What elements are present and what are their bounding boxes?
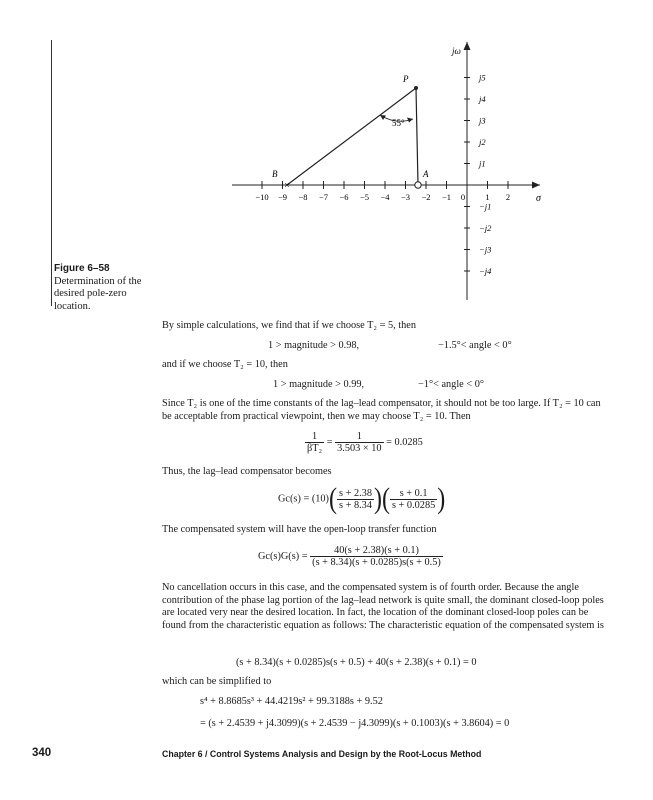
eq1-angle: −1.5°< angle < 0° [438, 340, 512, 351]
eq5-den: (s + 8.34)(s + 0.0285)s(s + 0.5) [312, 557, 441, 568]
pole-B-marker: × [284, 180, 290, 192]
para-2: and if we choose T₂ = 10, then [162, 359, 288, 370]
eq6: (s + 8.34)(s + 0.0285)s(s + 0.5) + 40(s + 2.38)(s + 0.1) = 0 [236, 657, 477, 668]
x-tick-label: −5 [359, 192, 370, 202]
y-axis-ticks [464, 73, 492, 277]
x-tick-label: 2 [505, 192, 511, 202]
eq4-num2: s + 0.1 [390, 488, 437, 500]
x-axis-ticks [255, 181, 510, 202]
y-tick-label: j4 [479, 94, 486, 104]
x-tick-label: 1 [485, 192, 490, 202]
x-tick-label: −1 [441, 192, 452, 202]
para-5: The compensated system will have the open-loop transfer function [162, 524, 437, 535]
point-A-label: A [423, 169, 429, 179]
eq1-magnitude: 1 > magnitude > 0.98, [268, 340, 360, 351]
para-3: Since T₂ is one of the time constants of the lag–lead compensator, it should not be too large. If T₂ = 10 can be acceptable from practical viewpoint, then we may choose T₂ = 10. Then [162, 398, 601, 422]
eq4-lhs: Gc(s) = (10) [278, 493, 329, 505]
angle-arrow-right [407, 118, 413, 123]
x-tick-label: 0 [460, 192, 466, 202]
y-tick-label: j3 [479, 115, 486, 126]
sidebar-rule [51, 40, 52, 306]
eq3: $\frac{1}{\text{βT₂}}$ = $\frac{1}{3.503 \times 10}$ = 0.0285 [307, 431, 423, 454]
real-axis-arrow [532, 182, 540, 189]
y-tick-label: −j3 [479, 244, 492, 255]
eq4-num1: s + 2.38 [338, 487, 372, 499]
eq4-den2: s + 0.0285 [391, 499, 436, 511]
eq7-factored: = (s + 2.4539 + j4.3099)(s + 2.4539 − j4.3099)(s + 0.1003)(s + 3.8604) = 0 [200, 718, 510, 729]
x-tick-label: −9 [277, 192, 288, 202]
eq4-den1: s + 8.34 [338, 499, 372, 511]
eq5-num: 40(s + 2.38)(s + 0.1) [310, 545, 443, 557]
eq7-polynomial: s⁴ + 8.8685s³ + 44.4219s² + 99.3188s + 9.52 [200, 696, 383, 707]
point-P-label: P [403, 74, 409, 84]
y-tick-label: j5 [479, 72, 486, 83]
eq2-angle: −1°< angle < 0° [418, 379, 484, 390]
imag-axis-arrow [464, 42, 471, 50]
y-tick-label: −j1 [479, 201, 492, 212]
x-tick-label: −2 [421, 192, 431, 202]
point-B-label: B [272, 169, 278, 179]
para-6: No cancellation occurs in this case, and the compensated system is of fourth order. Because the angle contribution of the phase lag portion of the lag–lead network is quite small, the dominant closed-loop poles are located very near the desired location. In fact, the location of the dominant closed-loop poles can be found from the characteristic equation as follows: The characteristic equation of the compensated system is [162, 582, 604, 631]
para-1: By simple calculations, we find that if we choose T₂ = 5, then [162, 320, 416, 331]
x-tick-label: −6 [339, 192, 349, 202]
eq3-result: = 0.0285 [386, 436, 423, 448]
eq3-num1: 1 [305, 431, 324, 443]
y-tick-label: −j2 [479, 223, 492, 233]
eq5-lhs: Gc(s)G(s) = [258, 550, 308, 562]
line-B-P [287, 88, 416, 185]
caption-text: Determination of the desired pole-zero location. [54, 275, 142, 312]
running-footer: Chapter 6 / Control Systems Analysis and Design by the Root-Locus Method [162, 749, 482, 759]
eq3-num2: 1 [335, 431, 383, 443]
page-number: 340 [32, 747, 52, 759]
para-4: Thus, the lag–lead compensator becomes [162, 466, 332, 477]
eq3-den1: βT₂ [307, 443, 323, 454]
figure-caption [54, 263, 164, 313]
x-tick-label: −4 [380, 192, 390, 202]
axis-y-label: jω [452, 46, 461, 56]
caption-title: Figure 6–58 [54, 263, 110, 274]
point-P-marker [414, 86, 418, 90]
x-tick-label: −3 [400, 192, 411, 202]
eq5 [258, 545, 443, 568]
x-tick-label: −8 [298, 192, 308, 202]
x-tick-label: −7 [318, 192, 329, 202]
angle-label: 55° [392, 118, 405, 128]
y-tick-label: j2 [479, 137, 486, 147]
line-P-A [416, 88, 418, 185]
x-tick-label: −10 [255, 192, 269, 202]
y-tick-label: −j4 [479, 266, 492, 276]
eq4: Gc(s) = (10)( $\frac{s + 2.38}{s + 8.34}$ )( $\frac{s + 0.1}{s + 0.0285}$ ) [278, 482, 446, 516]
para-7: which can be simplified to [162, 676, 272, 687]
zero-A-marker [415, 182, 421, 188]
eq3-den2: 3.503 × 10 [337, 443, 382, 454]
eq2-magnitude: 1 > magnitude > 0.99, [273, 379, 365, 390]
axis-x-label: σ [536, 193, 541, 204]
y-tick-label: j1 [479, 158, 486, 169]
